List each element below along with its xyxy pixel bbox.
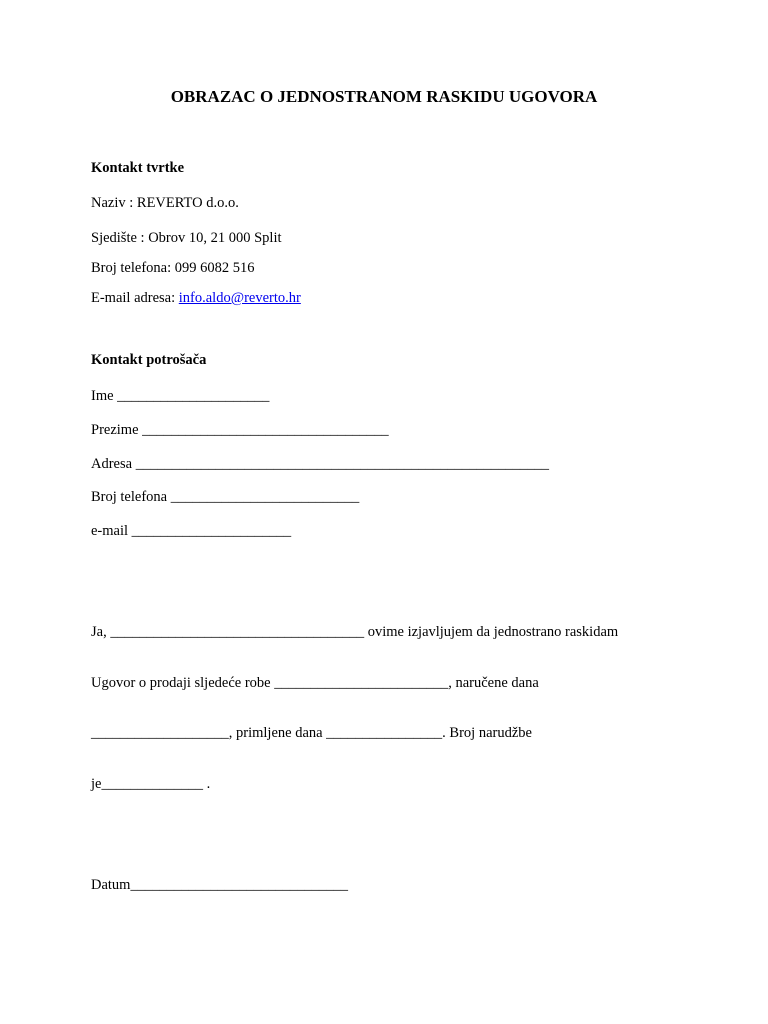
statement-line-1: Ja, ___________________________________ ovime izjavljujem da jednostrano raskidam [91, 624, 619, 640]
statement-line-2: Ugovor o prodaji sljedeće robe ________________________, naručene dana [91, 675, 539, 691]
company-seat: Sjedište : Obrov 10, 21 000 Split [91, 230, 282, 246]
company-email-link[interactable]: info.aldo@reverto.hr [178, 290, 301, 306]
consumer-first-name-field: Ime _____________________ [91, 388, 270, 404]
consumer-email-field: e-mail ______________________ [91, 523, 292, 539]
company-email-row [91, 289, 301, 307]
company-email-label: E-mail adresa: [91, 290, 179, 306]
consumer-last-name-field: Prezime __________________________________ [91, 422, 389, 438]
consumer-contact-heading: Kontakt potrošača [91, 352, 207, 368]
statement-line-3: ___________________, primljene dana ________________. Broj narudžbe [91, 725, 532, 741]
company-contact-heading: Kontakt tvrtke [91, 160, 185, 176]
date-field: Datum______________________________ [91, 877, 348, 893]
company-name: Naziv : REVERTO d.o.o. [91, 195, 239, 211]
consumer-phone-field: Broj telefona __________________________ [91, 489, 360, 505]
consumer-address-field: Adresa _________________________________________________________ [91, 456, 549, 472]
statement-line-4: je______________ . [91, 776, 211, 792]
document-title: OBRAZAC O JEDNOSTRANOM RASKIDU UGOVORA [170, 87, 598, 106]
company-phone: Broj telefona: 099 6082 516 [91, 260, 255, 276]
